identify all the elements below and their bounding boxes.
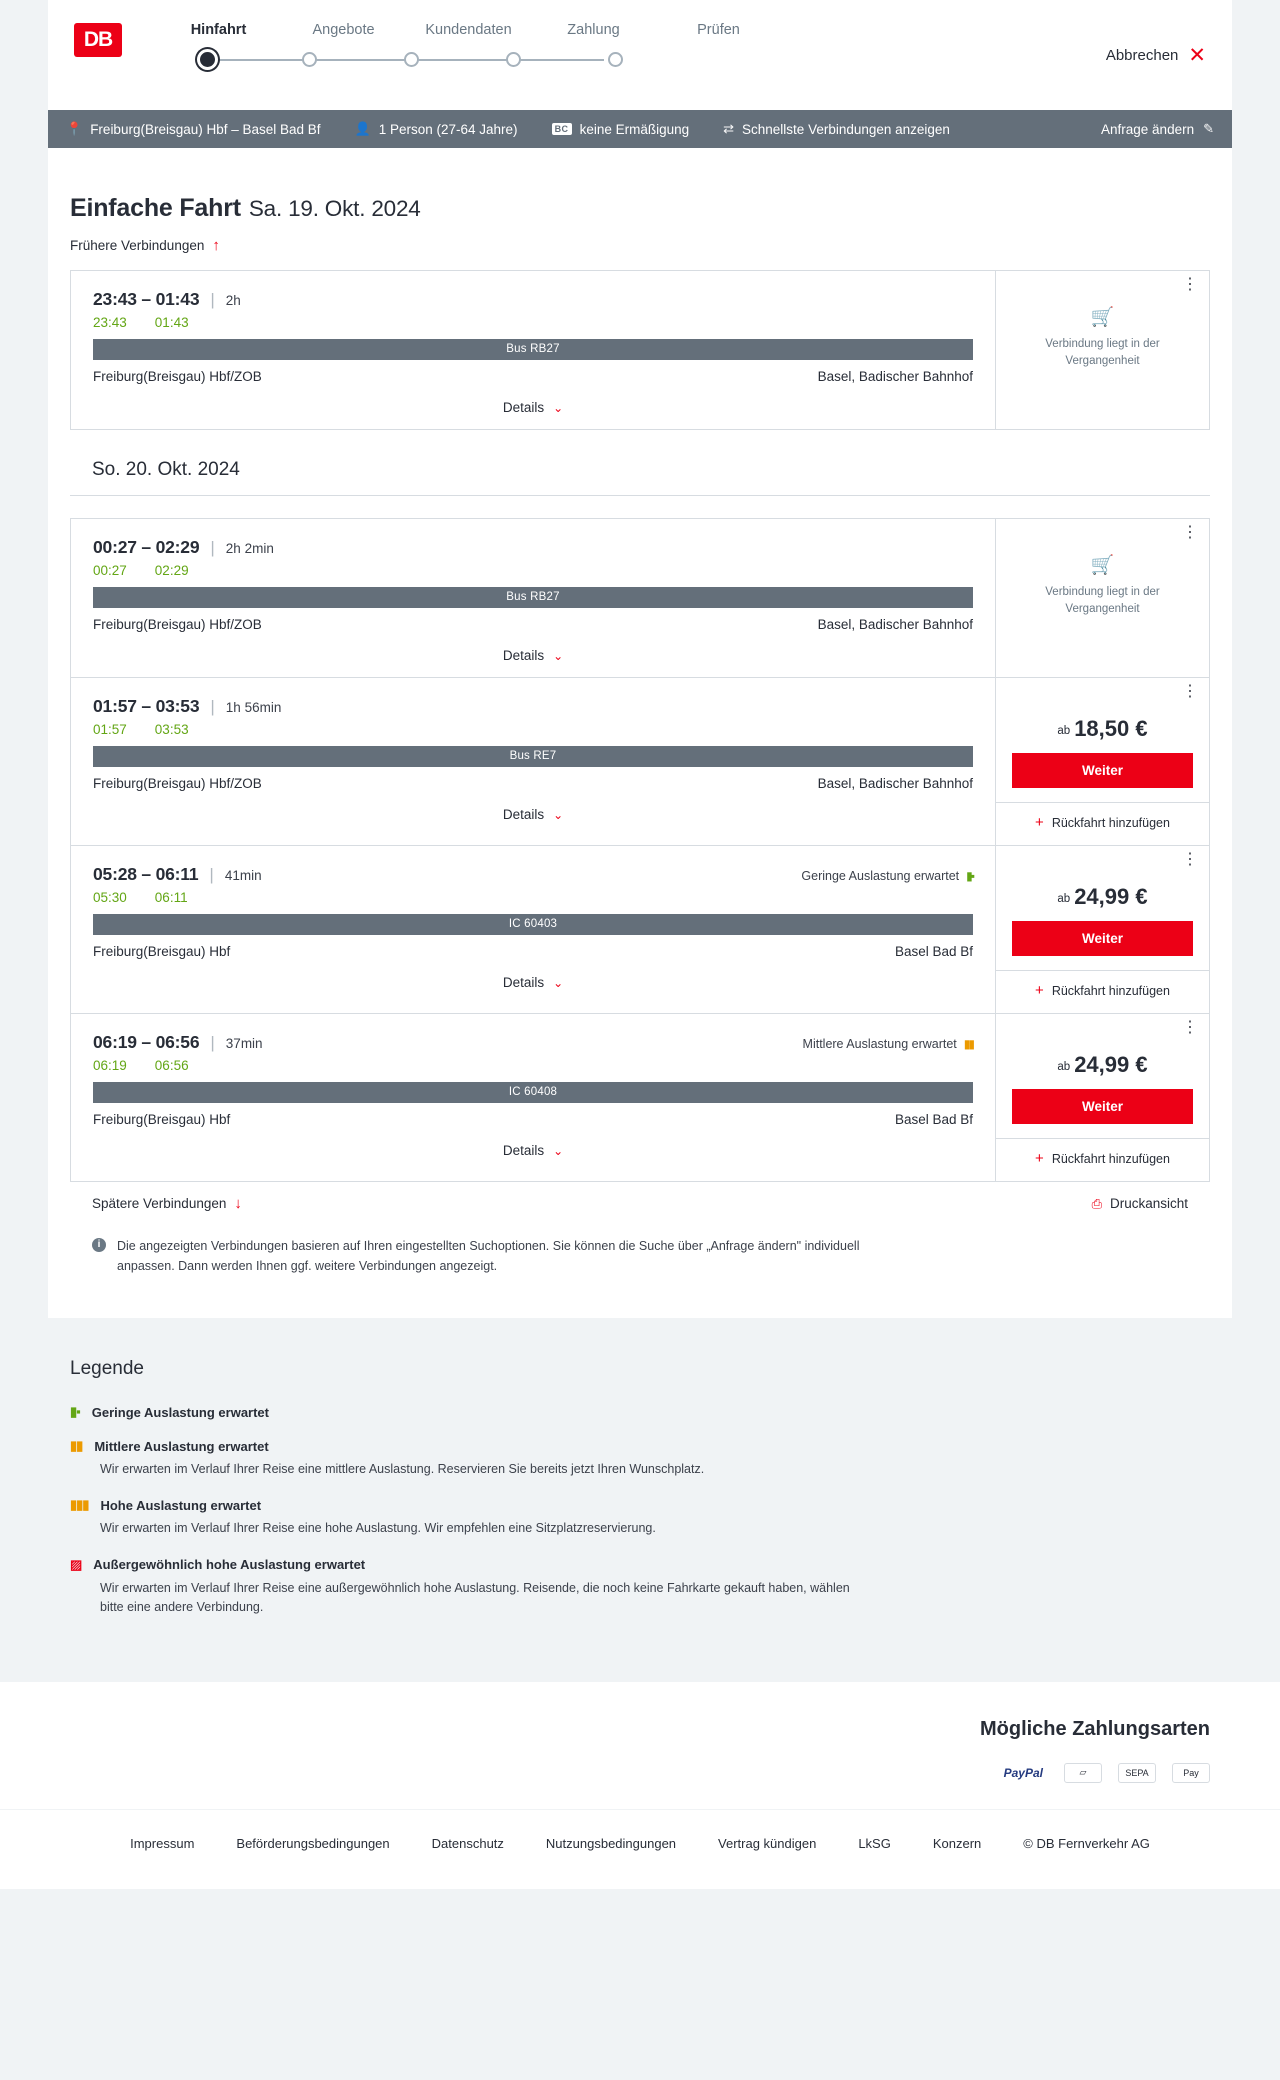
connection-offer — [995, 846, 1209, 1013]
details-label: Details — [502, 975, 545, 990]
connection-time-row — [93, 1032, 973, 1053]
station-to: Basel, Badischer Bahnhof — [817, 776, 973, 791]
connection-stations — [93, 1112, 973, 1127]
query-route[interactable] — [66, 121, 321, 137]
details-label: Details — [502, 400, 545, 415]
occupancy-label: Geringe Auslastung erwartet — [801, 869, 960, 883]
results-section — [48, 148, 1232, 1318]
continue-button[interactable]: Weiter — [1012, 1089, 1193, 1124]
paypal-icon: PayPal — [999, 1763, 1048, 1783]
connection-duration: 2h 2min — [225, 541, 274, 556]
occupancy-very-high-icon: ▨ — [70, 1556, 82, 1572]
station-to: Basel Bad Bf — [894, 1112, 973, 1127]
page-title — [48, 148, 1232, 223]
plus-icon: + — [1035, 1150, 1044, 1167]
step-kundendaten[interactable]: Kundendaten — [425, 22, 512, 38]
legend-item-label: Mittlere Auslastung erwartet — [94, 1438, 269, 1454]
station-from: Freiburg(Breisgau) Hbf/ZOB — [93, 617, 262, 632]
price-label — [1012, 716, 1193, 742]
more-options-button[interactable]: ⋮ — [1182, 683, 1198, 700]
connection-duration: 2h — [225, 293, 241, 308]
connection-info — [71, 1014, 995, 1181]
details-toggle[interactable] — [93, 400, 973, 429]
add-return-button[interactable] — [996, 970, 1209, 1003]
legend-item-desc: Wir erwarten im Verlauf Ihrer Reise eine mittlere Auslastung. Reservieren Sie bereits jetzt Ihren Wunschplatz. — [100, 1462, 705, 1476]
step-progress-line — [156, 48, 666, 72]
connection-info — [71, 271, 995, 429]
connection-departure: 05:30 — [93, 890, 127, 905]
legend-item-label: Außergewöhnlich hohe Auslastung erwartet — [93, 1557, 366, 1573]
earlier-connections-label: Frühere Verbindungen — [70, 238, 205, 253]
train-badge: Bus RB27 — [93, 339, 973, 360]
page-title-text: Einfache Fahrt — [70, 194, 241, 222]
divider: | — [209, 865, 214, 884]
legend-item-head — [70, 1557, 1210, 1573]
payment-inner — [48, 1718, 1232, 1783]
price-prefix: ab — [1057, 893, 1071, 905]
plus-icon: + — [1035, 814, 1044, 831]
price-value: 24,99 € — [1074, 1052, 1148, 1077]
connection-times: 05:28 – 06:11 — [93, 864, 199, 884]
chevron-down-icon: ⌄ — [553, 807, 564, 822]
arrow-up-icon: ↑ — [212, 237, 220, 254]
price-value: 24,99 € — [1074, 884, 1148, 909]
chevron-down-icon: ⌄ — [553, 975, 564, 990]
step-angebote[interactable]: Angebote — [312, 22, 375, 38]
connection-duration: 37min — [225, 1036, 263, 1051]
legend-inner — [48, 1358, 1232, 1618]
divider: | — [210, 290, 215, 309]
legend-item-label: Geringe Auslastung erwartet — [91, 1404, 269, 1420]
query-sorting[interactable] — [723, 121, 950, 137]
price-value: 18,50 € — [1074, 716, 1148, 741]
train-badge: IC 60403 — [93, 914, 973, 935]
station-from: Freiburg(Breisgau) Hbf — [93, 1112, 231, 1127]
details-toggle[interactable] — [93, 807, 973, 836]
legend-item-label: Hohe Auslastung erwartet — [100, 1497, 262, 1513]
train-badge: Bus RB27 — [93, 587, 973, 608]
connection-realtime — [93, 315, 973, 330]
legend-title: Legende — [70, 1358, 144, 1379]
connection-offer — [995, 1014, 1209, 1181]
search-hint-text: Die angezeigten Verbindungen basieren auf Ihren eingestellten Suchoptionen. Sie können die Suche über „Anfrage ändern" individuell anpassen. Dann werden Ihnen ggf. weitere Verbindungen angezeigt. — [117, 1239, 860, 1273]
list-item — [70, 1497, 1210, 1538]
details-toggle[interactable] — [93, 975, 973, 1004]
connection-time-row — [93, 289, 973, 310]
connection-duration: 1h 56min — [225, 700, 282, 715]
day-separator-line — [70, 495, 1210, 496]
modify-query-label: Anfrage ändern — [1101, 121, 1195, 137]
divider: | — [210, 697, 215, 716]
table-row[interactable] — [70, 845, 1210, 1014]
occupancy-label: Mittlere Auslastung erwartet — [802, 1037, 957, 1051]
connection-realtime — [93, 1058, 973, 1073]
connection-realtime — [93, 722, 973, 737]
cancel-label: Abbrechen — [1105, 47, 1179, 64]
query-discount-label: keine Ermäßigung — [579, 121, 690, 137]
close-icon: ✕ — [1188, 44, 1206, 67]
station-from: Freiburg(Breisgau) Hbf/ZOB — [93, 776, 262, 791]
chevron-down-icon: ⌄ — [553, 1143, 564, 1158]
later-connections-button[interactable] — [92, 1195, 242, 1212]
apple-pay-icon: Pay — [1172, 1763, 1210, 1783]
train-badge: IC 60408 — [93, 1082, 973, 1103]
connection-departure: 00:27 — [93, 563, 127, 578]
step-pruefen[interactable]: Prüfen — [697, 22, 740, 38]
connection-times: 23:43 – 01:43 — [93, 289, 200, 309]
station-to: Basel, Badischer Bahnhof — [817, 369, 973, 384]
location-pin-icon: 📍 — [66, 121, 83, 136]
day-separator — [48, 429, 1232, 496]
connection-time-row — [93, 864, 973, 885]
printer-icon: ⎙ — [1091, 1195, 1102, 1211]
footer-link-vertrag-kuendigen[interactable]: Vertrag kündigen — [718, 1835, 817, 1851]
connection-departure: 01:57 — [93, 722, 127, 737]
connection-offer — [995, 678, 1209, 845]
cancel-button[interactable] — [1106, 45, 1206, 66]
continue-button[interactable]: Weiter — [1012, 753, 1193, 788]
step-dot-hinfahrt[interactable] — [200, 52, 215, 67]
page-title-date: Sa. 19. Okt. 2024 — [248, 196, 421, 221]
add-return-label: Rückfahrt hinzufügen — [1051, 1151, 1170, 1166]
query-discount[interactable] — [552, 122, 690, 137]
sepa-icon: SEPA — [1118, 1763, 1156, 1783]
info-icon: i — [92, 1238, 106, 1252]
occupancy-indicator — [801, 869, 973, 883]
step-zahlung[interactable]: Zahlung — [567, 22, 620, 38]
footer-link-konzern[interactable]: Konzern — [932, 1835, 982, 1851]
modify-query-button[interactable] — [1101, 121, 1214, 137]
connections-list-day2 — [48, 518, 1232, 1182]
details-toggle[interactable] — [93, 1143, 973, 1172]
footer-nav — [0, 1809, 1280, 1889]
add-return-label: Rückfahrt hinzufügen — [1051, 815, 1170, 830]
step-hinfahrt[interactable]: Hinfahrt — [190, 22, 247, 38]
step-dot-pruefen[interactable] — [608, 52, 623, 67]
occupancy-medium-icon: ▮▮ — [963, 1037, 973, 1051]
print-view-button[interactable] — [1092, 1196, 1188, 1212]
occupancy-low-icon: ▮▪ — [966, 869, 973, 883]
table-row[interactable] — [70, 677, 1210, 846]
legend-item-head — [70, 1497, 1210, 1513]
connection-duration: 41min — [224, 868, 262, 883]
app-header — [48, 0, 1232, 110]
legend-item-desc: Wir erwarten im Verlauf Ihrer Reise eine hohe Auslastung. Wir empfehlen eine Sitzplatzreservierung. — [100, 1521, 656, 1536]
add-return-button[interactable] — [996, 802, 1209, 835]
connection-stations — [93, 776, 973, 791]
add-return-label: Rückfahrt hinzufügen — [1051, 983, 1170, 998]
connection-times: 01:57 – 03:53 — [93, 696, 200, 716]
query-passengers[interactable] — [355, 121, 518, 137]
payment-section — [0, 1682, 1280, 1809]
details-toggle[interactable] — [93, 648, 973, 677]
connection-arrival: 03:53 — [154, 722, 189, 737]
connection-realtime — [93, 890, 973, 905]
copyright-label: © DB Fernverkehr AG — [1023, 1835, 1150, 1851]
cart-disabled-icon: 🛒 — [1090, 307, 1115, 328]
connection-times: 00:27 – 02:29 — [93, 537, 200, 557]
connection-departure: 06:19 — [93, 1058, 127, 1073]
connection-arrival: 02:29 — [154, 563, 189, 578]
print-view-label: Druckansicht — [1109, 1196, 1188, 1211]
table-row[interactable] — [70, 1013, 1210, 1182]
query-sorting-label: Schnellste Verbindungen anzeigen — [742, 121, 950, 137]
cart-disabled-icon: 🛒 — [1090, 555, 1115, 576]
chevron-down-icon: ⌄ — [553, 648, 564, 663]
occupancy-low-icon: ▮▪ — [70, 1404, 80, 1419]
connection-time-row — [93, 696, 973, 717]
add-return-button[interactable] — [996, 1138, 1209, 1171]
list-item — [70, 1438, 1210, 1479]
payment-methods — [70, 1763, 1210, 1783]
past-connection-note: Verbindung liegt in der Vergangenheit — [1045, 338, 1160, 367]
more-options-button[interactable]: ⋮ — [1182, 1019, 1198, 1036]
occupancy-medium-icon: ▮▮ — [70, 1438, 83, 1453]
footer-link-lksg[interactable]: LkSG — [858, 1835, 891, 1851]
plus-icon: + — [1035, 982, 1044, 999]
price-prefix: ab — [1057, 725, 1071, 737]
chevron-down-icon: ⌄ — [553, 400, 564, 415]
connection-stations — [93, 617, 973, 632]
connection-arrival: 06:56 — [154, 1058, 189, 1073]
footer-link-impressum[interactable]: Impressum — [130, 1835, 195, 1851]
person-icon: 👤 — [354, 121, 371, 136]
step-dot-kundendaten[interactable] — [404, 52, 419, 67]
past-connection-note: Verbindung liegt in der Vergangenheit — [1045, 586, 1160, 615]
table-row[interactable] — [70, 270, 1210, 430]
table-row[interactable] — [70, 518, 1210, 678]
connection-times: 06:19 – 06:56 — [93, 1032, 200, 1052]
later-connections-label: Spätere Verbindungen — [92, 1196, 227, 1211]
step-dot-angebote[interactable] — [302, 52, 317, 67]
results-footer — [48, 1181, 1232, 1212]
connection-arrival: 01:43 — [154, 315, 189, 330]
price-label — [1012, 884, 1193, 910]
giropay-icon: ▱ — [1064, 1763, 1102, 1783]
list-item — [70, 1557, 1210, 1618]
legend-item-head — [70, 1438, 1210, 1454]
arrow-down-icon: ↓ — [234, 1195, 242, 1212]
sort-icon: ⇄ — [723, 121, 735, 136]
list-item — [70, 1404, 1210, 1420]
details-label: Details — [502, 1143, 545, 1158]
price-prefix: ab — [1057, 1061, 1071, 1073]
connection-time-row — [93, 537, 973, 558]
more-options-button[interactable]: ⋮ — [1182, 276, 1198, 293]
continue-button[interactable]: Weiter — [1012, 921, 1193, 956]
connection-offer — [995, 271, 1209, 429]
occupancy-high-icon: ▮▮▮ — [70, 1497, 89, 1513]
step-dots — [156, 48, 666, 67]
connection-stations — [93, 369, 973, 384]
legend-item-head — [70, 1404, 1210, 1420]
legend-item-desc: Wir erwarten im Verlauf Ihrer Reise eine außergewöhnlich hohe Auslastung. Reisende, die noch keine Fahrkarte gekauft haben, wählen bitte eine andere Verbindung. — [100, 1580, 850, 1615]
connection-info — [71, 846, 995, 1013]
connection-realtime — [93, 563, 973, 578]
occupancy-indicator — [803, 1037, 973, 1051]
footer-link-datenschutz[interactable]: Datenschutz — [431, 1835, 504, 1851]
station-to: Basel Bad Bf — [894, 944, 973, 959]
booking-steps — [156, 14, 1206, 72]
footer-link-nutzungsbedingungen[interactable]: Nutzungsbedingungen — [545, 1835, 677, 1851]
connection-stations — [93, 944, 973, 959]
connection-info — [71, 678, 995, 845]
station-to: Basel, Badischer Bahnhof — [817, 617, 973, 632]
query-summary-bar — [48, 110, 1232, 148]
step-labels — [156, 22, 1206, 38]
more-options-button[interactable]: ⋮ — [1182, 851, 1198, 868]
divider: | — [210, 538, 215, 557]
payment-title: Mögliche Zahlungsarten — [979, 1717, 1210, 1740]
day-separator-label: So. 20. Okt. 2024 — [92, 459, 240, 480]
db-logo: DB — [74, 23, 122, 57]
legend-section — [0, 1318, 1280, 1682]
details-label: Details — [502, 648, 545, 663]
connection-info — [71, 519, 995, 677]
station-from: Freiburg(Breisgau) Hbf — [93, 944, 231, 959]
more-options-button[interactable]: ⋮ — [1182, 524, 1198, 541]
connection-departure: 23:43 — [93, 315, 127, 330]
pencil-icon: ✎ — [1203, 121, 1214, 136]
earlier-connections-button[interactable] — [48, 223, 220, 254]
details-label: Details — [502, 807, 545, 822]
query-passengers-label: 1 Person (27-64 Jahre) — [378, 121, 518, 137]
search-hint — [48, 1212, 908, 1276]
query-route-label: Freiburg(Breisgau) Hbf – Basel Bad Bf — [90, 121, 321, 137]
bahncard-icon: BC — [552, 123, 572, 135]
price-label — [1012, 1052, 1193, 1078]
train-badge: Bus RE7 — [93, 746, 973, 767]
connection-arrival: 06:11 — [154, 890, 188, 905]
connections-list-day1 — [48, 270, 1232, 430]
footer-link-befoerderungsbedingungen[interactable]: Beförderungsbedingungen — [236, 1835, 390, 1851]
divider: | — [210, 1033, 215, 1052]
connection-offer — [995, 519, 1209, 677]
step-dot-zahlung[interactable] — [506, 52, 521, 67]
station-from: Freiburg(Breisgau) Hbf/ZOB — [93, 369, 262, 384]
